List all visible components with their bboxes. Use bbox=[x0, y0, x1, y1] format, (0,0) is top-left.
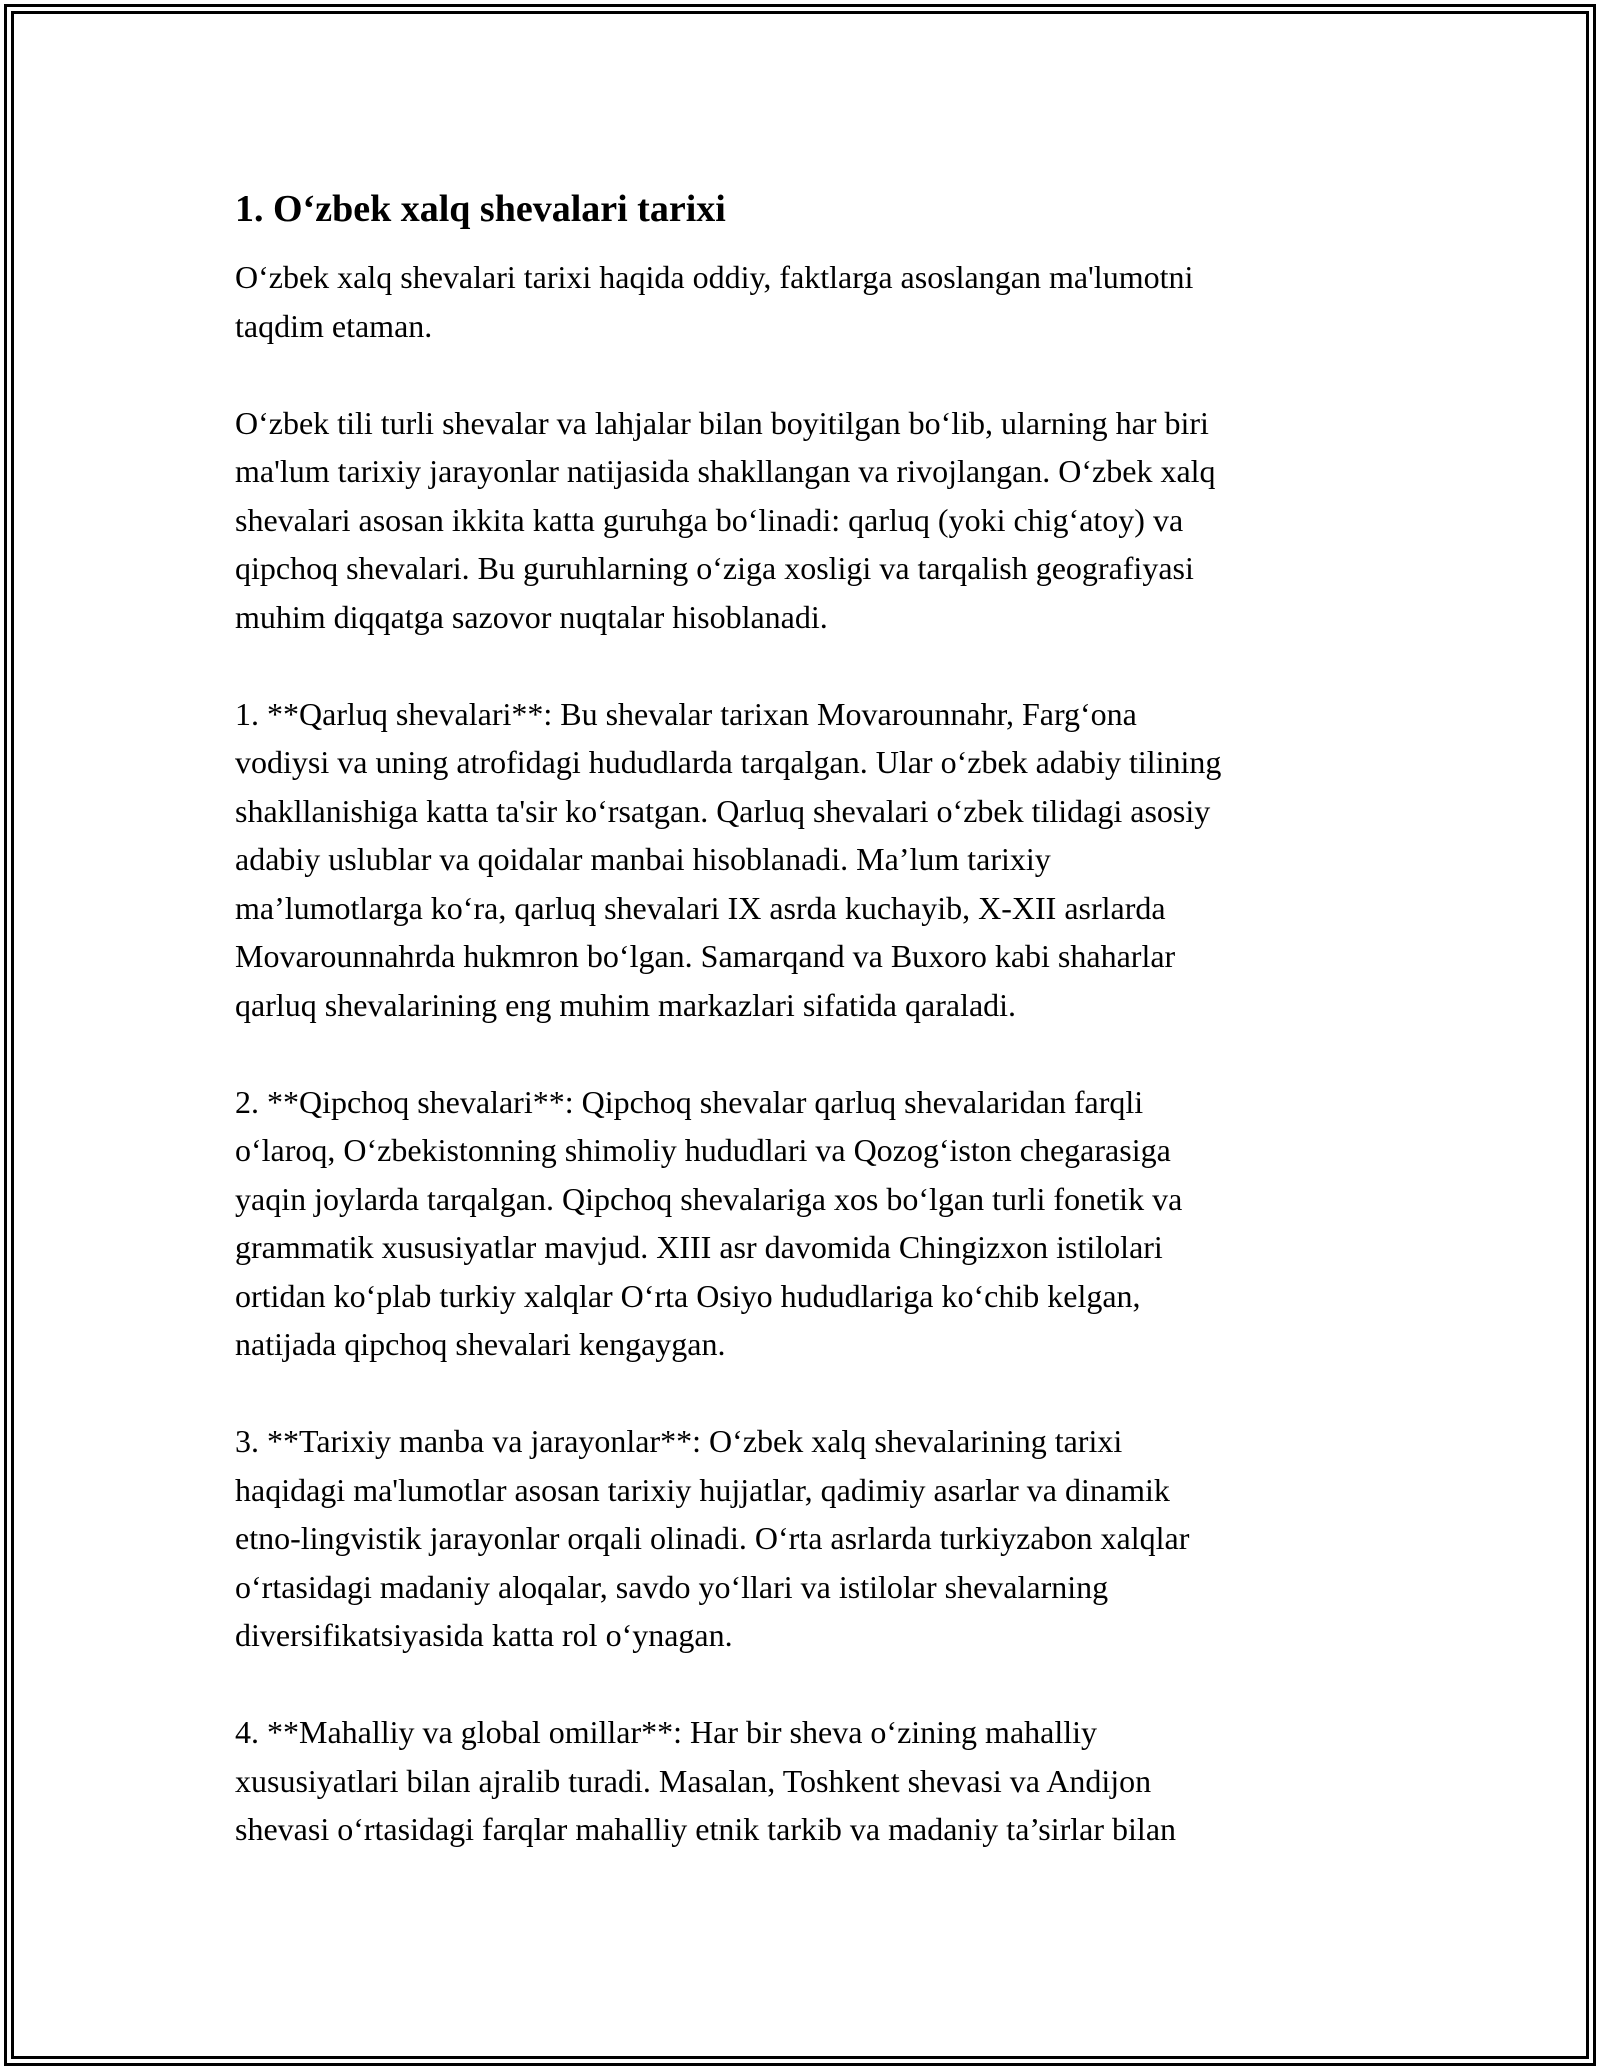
text-line: qarluq shevalarining eng muhim markazlari sifatida qaraladi. bbox=[235, 986, 1017, 1023]
text-line: o‘laroq, O‘zbekistonning shimoliy hududlari va Qozog‘iston chegarasiga bbox=[235, 1132, 1171, 1168]
text-line: haqidagi ma'lumotlar asosan tarixiy hujjatlar, qadimiy asarlar va dinamik bbox=[235, 1471, 1170, 1508]
text-line: o‘rtasidagi madaniy aloqalar, savdo yo‘llari va istilolar shevalarning bbox=[235, 1568, 1109, 1605]
text-line: 1. **Qarluq shevalari**: Bu shevalar tarixan Movarounnahr, Farg‘ona bbox=[235, 695, 1137, 732]
qipchoq-paragraph bbox=[235, 1078, 1375, 1369]
text-line: taqdim etaman. bbox=[235, 307, 433, 344]
text-line: ortidan ko‘plab turkiy xalqlar O‘rta Osiyo hududlariga ko‘chib kelgan, bbox=[235, 1277, 1141, 1314]
text-line: etno-lingvistik jarayonlar orqali olinadi. O‘rta asrlarda turkiyzabon xalqlar bbox=[235, 1520, 1190, 1556]
text-line: 4. **Mahalliy va global omillar**: Har bir sheva o‘zining mahalliy bbox=[235, 1714, 1098, 1750]
overview-paragraph bbox=[235, 399, 1375, 642]
text-line: yaqin joylarda tarqalgan. Qipchoq shevalariga xos bo‘lgan turli fonetik va bbox=[235, 1180, 1183, 1217]
text-line: ma'lum tarixiy jarayonlar natijasida shakllangan va rivojlangan. O‘zbek xalq bbox=[235, 453, 1216, 489]
text-line: shevasi o‘rtasidagi farqlar mahalliy etnik tarkib va madaniy ta’sirlar bilan bbox=[235, 1811, 1177, 1847]
text-line: grammatik xususiyatlar mavjud. XIII asr davomida Chingizxon istilolari bbox=[235, 1229, 1163, 1265]
intro-paragraph bbox=[235, 253, 1375, 350]
document-body bbox=[235, 185, 1375, 1902]
text-line: diversifikatsiyasida katta rol o‘ynagan. bbox=[235, 1617, 733, 1653]
text-line: O‘zbek xalq shevalari tarixi haqida oddiy, faktlarga asoslangan ma'lumotni bbox=[235, 259, 1194, 295]
text-line: adabiy uslublar va qoidalar manbai hisoblanadi. Ma’lum tarixiy bbox=[235, 841, 1051, 877]
text-line: 3. **Tarixiy manba va jarayonlar**: O‘zbek xalq shevalarining tarixi bbox=[235, 1423, 1123, 1459]
text-line: shevalari asosan ikkita katta guruhga bo‘linadi: qarluq (yoki chig‘atoy) va bbox=[235, 501, 1184, 538]
text-line: Movarounnahrda hukmron bo‘lgan. Samarqand va Buxoro kabi shaharlar bbox=[235, 938, 1176, 974]
text-line: shakllanishiga katta ta'sir ko‘rsatgan. Qarluq shevalari o‘zbek tilidagi asosiy bbox=[235, 792, 1211, 829]
text-line: vodiysi va uning atrofidagi hududlarda tarqalgan. Ular o‘zbek adabiy tilining bbox=[235, 744, 1222, 780]
document-title: 1. O‘zbek xalq shevalari tarixi bbox=[235, 188, 726, 230]
text-line: xususiyatlari bilan ajralib turadi. Masalan, Toshkent shevasi va Andijon bbox=[235, 1762, 1152, 1799]
historical-sources-paragraph bbox=[235, 1417, 1375, 1660]
text-line: ma’lumotlarga ko‘ra, qarluq shevalari IX asrda kuchayib, X-XII asrlarda bbox=[235, 889, 1166, 926]
qarluq-paragraph bbox=[235, 690, 1375, 1030]
text-line: natijada qipchoq shevalari kengaygan. bbox=[235, 1326, 726, 1362]
text-line: muhim diqqatga sazovor nuqtalar hisoblanadi. bbox=[235, 598, 828, 635]
text-line: O‘zbek tili turli shevalar va lahjalar bilan boyitilgan bo‘lib, ularning har biri bbox=[235, 404, 1209, 441]
text-line: qipchoq shevalari. Bu guruhlarning o‘ziga xosligi va tarqalish geografiyasi bbox=[235, 550, 1194, 586]
text-line: 2. **Qipchoq shevalari**: Qipchoq shevalar qarluq shevalaridan farqli bbox=[235, 1083, 1144, 1120]
local-global-paragraph bbox=[235, 1708, 1375, 1854]
